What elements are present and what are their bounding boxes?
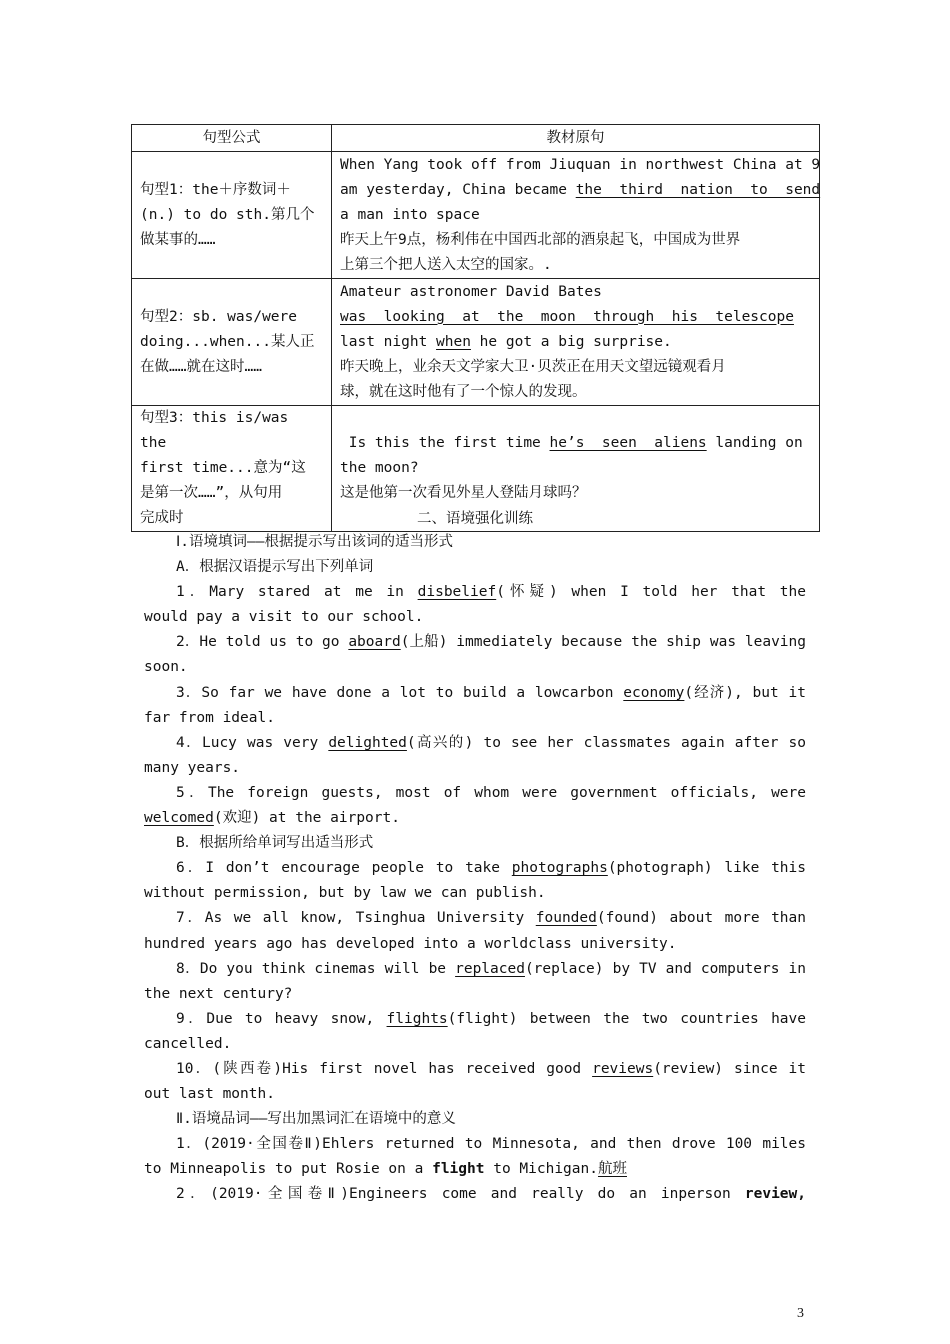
list-item: 6．I don’t encourage people to take photographs(photograph) like this <box>176 860 806 877</box>
answer-underline: aboard <box>348 634 401 651</box>
answer-underline: photographs <box>511 860 608 877</box>
answer-underline: he’s seen aliens <box>549 435 707 451</box>
bold-word: review, <box>744 1186 806 1203</box>
formula-cell: 句型2：sb. was/were doing...when...某人正 在做……就在这时…… <box>132 279 332 406</box>
list-item: 1．(2019·全国卷Ⅱ)Ehlers returned to Minnesota, and then drove 100 miles <box>176 1136 806 1153</box>
example-cell: Is this the first time he’s seen aliens landing on the moon? 这是他第一次看见外星人登陆月球吗？ <box>332 406 820 532</box>
list-item: 3．So far we have done a lot to build a lowcarbon economy(经济), but it <box>176 684 806 701</box>
part-subtitle: A．根据汉语提示写出下列单词 <box>176 559 374 576</box>
list-item: 2．He told us to go aboard(上船) immediately because the ship was leaving <box>176 634 806 651</box>
answer-underline: welcomed <box>144 810 214 827</box>
answer-underline: disbelief <box>417 584 497 601</box>
table-header: 句型公式 <box>132 125 332 152</box>
list-item: 8．Do you think cinemas will be replaced(replace) by TV and computers in <box>176 960 806 977</box>
part-subtitle: B．根据所给单词写出适当形式 <box>176 835 374 852</box>
answer-underline: was looking at the moon through his telescope <box>340 308 794 325</box>
answer-underline: flights <box>386 1010 448 1027</box>
example-cell: When Yang took off from Jiuquan in northwest China at 9 am yesterday, China became the third nation to send a man into space 昨天上午9点，杨利伟在中国西北部的酒泉起飞，中国成为世界 上第三个把人送入太空的国家。. <box>332 152 820 279</box>
answer-underline: delighted <box>328 734 407 751</box>
answer-underline: reviews <box>592 1060 654 1077</box>
answer-underline: economy <box>623 684 685 701</box>
list-item: 5．The foreign guests, most of whom were government officials, were <box>176 784 806 801</box>
table-row <box>132 152 820 279</box>
table-header: 教材原句 <box>332 125 820 152</box>
list-item: 9．Due to heavy snow, flights(flight) between the two countries have <box>176 1010 806 1027</box>
answer-underline: replaced <box>455 960 525 977</box>
formula-cell: 句型1：the＋序数词＋ (n.) to do sth.第几个 做某事的…… <box>132 152 332 279</box>
table-header-row <box>132 125 820 152</box>
table-row <box>132 279 820 406</box>
example-cell: Amateur astronomer David Bates was looking at the moon through his telescope last night when he got a big surprise. 昨天晚上，业余天文学家大卫·贝茨正在用天文望远镜观看月 球，就在这时他有了一个惊人的发现。 <box>332 279 820 406</box>
answer-underline: when <box>436 333 471 350</box>
list-item: 1．Mary stared at me in disbelief(怀疑) when I told her that the <box>176 584 806 601</box>
list-item: 10．(陕西卷)His first novel has received good reviews(review) since it <box>176 1060 806 1077</box>
list-item: 7．As we all know, Tsinghua University founded(found) about more than <box>176 910 806 927</box>
exercise-body: Ⅰ.语境填词——根据提示写出该词的适当形式 A．根据汉语提示写出下列单词 1．Mary stared at me in disbelief(怀疑) when I told her that the would pay a visit to our school. 2．He told us to go aboard(上船) immediately because the ship was leaving soon. 3．So far we have done a lot to build a lowcarbon economy(经济), but it far from ideal. 4．Lucy was very delighted(高兴的) to see her classmates again after so many years. 5．The foreign guests, most of whom were government officials, were welcomed(欢迎) at the airport. B．根据所给单词写出适当形式 6．I don’t encourage people to take photographs(photograph) like this without permission, but by law we can publish. 7．As we all know, Tsinghua University founded(found) about more than hundred years ago has developed into a worldclass university. 8．Do you think cinemas will be replaced(replace) by TV and computers in the next century? 9．Due to heavy snow, flights(flight) between the two countries have cancelled. 10．(陕西卷)His first novel has received good reviews(review) since it out last month. Ⅱ.语境品词——写出加黑词汇在语境中的意义 1．(2019·全国卷Ⅱ)Ehlers returned to Minnesota, and then drove 100 miles to Minneapolis to put Rosie on a flight to Michigan.航班 2．(2019·全国卷Ⅱ)Engineers come and really do an inperson review, <box>144 530 806 1208</box>
answer-underline: founded <box>535 910 597 927</box>
list-item: 2．(2019·全国卷Ⅱ)Engineers come and really do an inperson review, <box>176 1186 806 1203</box>
sentence-pattern-table <box>131 124 820 532</box>
answer-underline: 航班 <box>597 1161 627 1178</box>
page-number: 3 <box>797 1306 804 1321</box>
part-title: Ⅰ.语境填词——根据提示写出该词的适当形式 <box>176 534 453 550</box>
bold-word: flight <box>432 1161 485 1178</box>
formula-cell: 句型3：this is/was the first time...意为“这 是第一次……”，从句用 完成时 <box>132 406 332 532</box>
section-title: 二、语境强化训练 <box>417 511 533 527</box>
answer-underline: the third nation to send <box>575 181 821 198</box>
list-item: 4．Lucy was very delighted(高兴的) to see her classmates again after so <box>176 734 806 751</box>
part-title: Ⅱ.语境品词——写出加黑词汇在语境中的意义 <box>176 1111 456 1128</box>
